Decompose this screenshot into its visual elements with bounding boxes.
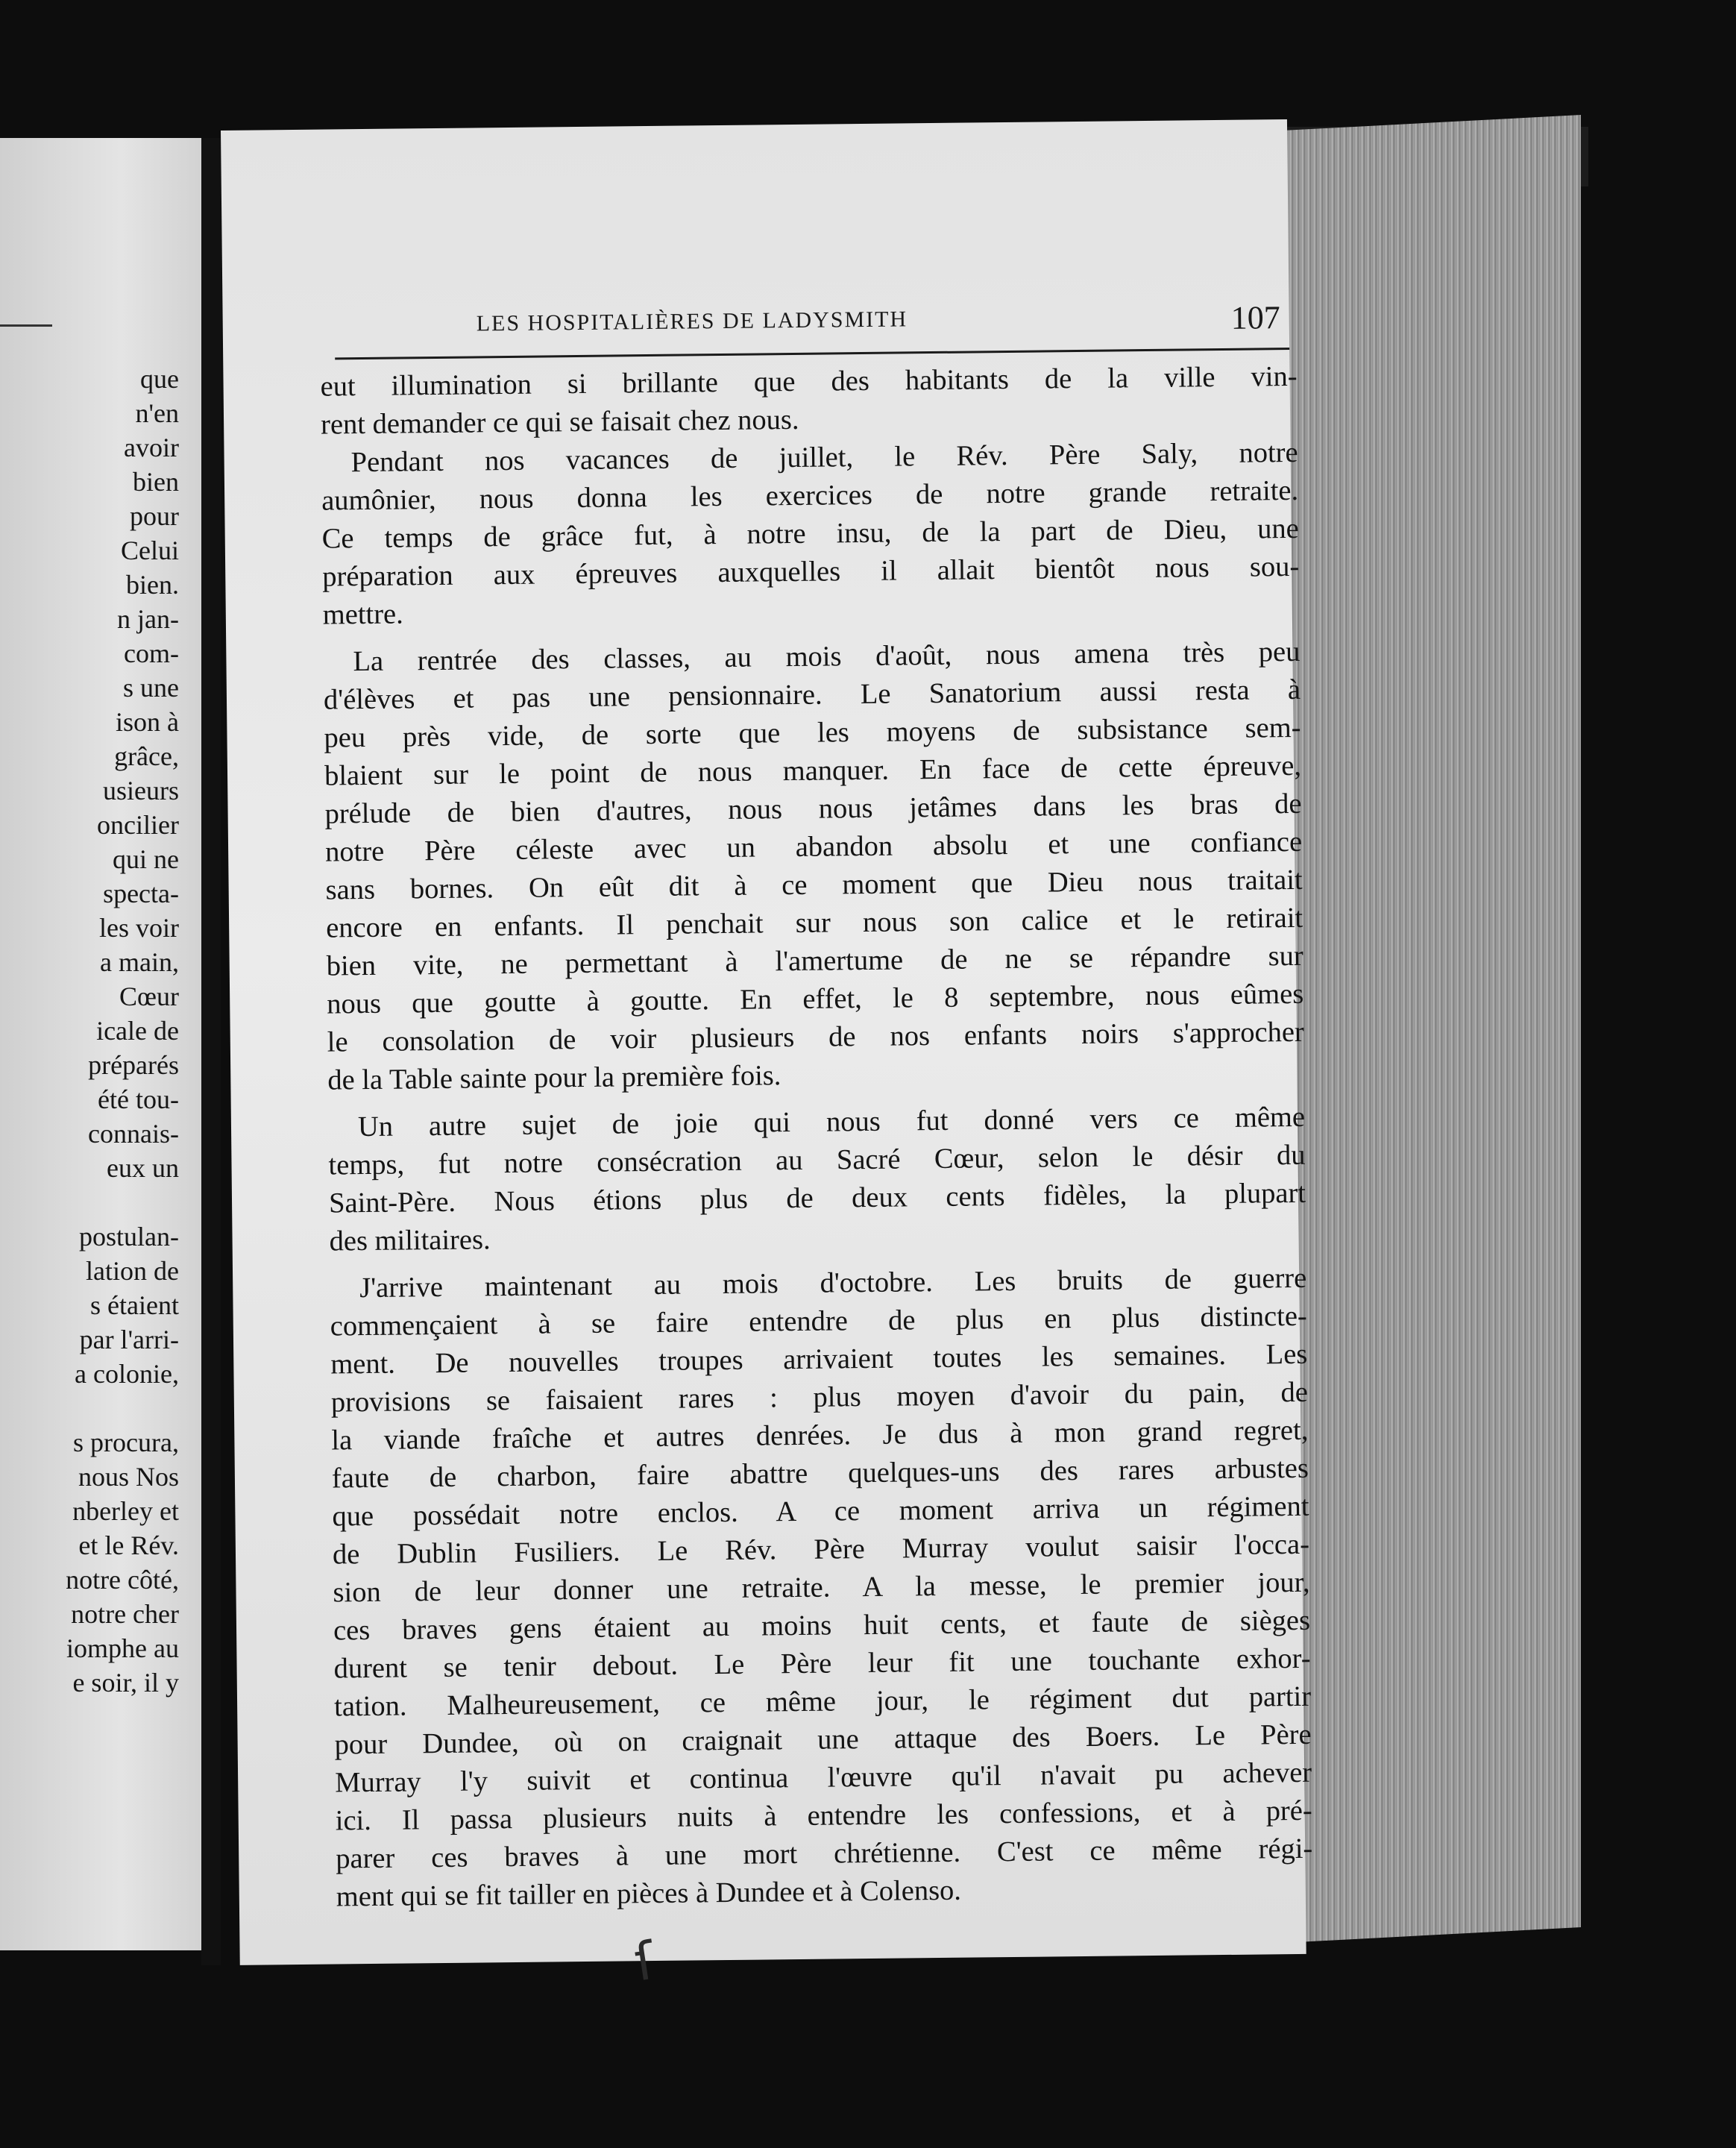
fragment-line: les voir [99,913,179,943]
running-title: LES HOSPITALIÈRES DE LADYSMITH [476,307,908,336]
text-line: d'élèves et pas une pensionnaire. Le Sanatorium aussi resta à [323,673,1301,716]
text-line: Pendant nos vacances de juillet, le Rév. Père Saly, notre [350,436,1298,479]
text-line: ces braves gens étaient au moins huit cents, et faute de sièges [333,1604,1311,1647]
text-line: temps, fut notre consécration au Sacré Cœur, selon le désir du [328,1139,1306,1181]
fragment-line: e soir, il y [72,1668,179,1698]
previous-page-text [66,362,179,1700]
text-line: bien vite, ne permettant à l'amertume de ne se répandre sur [326,940,1303,982]
book-gutter [201,138,221,1965]
fragment-line: eux un [107,1153,179,1183]
fragment-line: postulan- [79,1222,179,1252]
text-line: Saint-Père. Nous étions plus de deux cents fidèles, la plupart [328,1177,1306,1219]
fragment-line: avoir [124,433,179,462]
text-line: des militaires. [329,1224,491,1257]
fragment-line: et le Rév. [78,1530,179,1560]
text-line: durent se tenir debout. Le Père leur fit une touchante exhor- [333,1642,1311,1685]
pencil-mark: ſ [630,1929,658,1994]
text-line: Murray l'y suivit et continua l'œuvre qu'il n'avait pu achever [334,1756,1312,1799]
fragment-line: que [140,364,179,394]
fragment-line: s étaient [90,1290,179,1320]
header-rule [0,324,52,327]
fragment-line [66,1185,179,1219]
text-line: notre Père céleste avec un abandon absolu et une confiance [324,826,1303,868]
fragment-line [66,1391,179,1425]
text-line: La rentrée des classes, au mois d'août, nous amena très peu [353,635,1301,678]
text-line: de Dublin Fusiliers. Le Rév. Père Murray voulut saisir l'occa- [332,1528,1310,1571]
page-body [320,358,1313,1917]
fragment-line: com- [124,638,179,668]
text-line: sans bornes. On eût dit à ce moment que Dieu nous traitait [325,864,1303,906]
fragment-line: usieurs [103,776,179,806]
page-number: 107 [1230,299,1280,336]
text-line: ment qui se fit tailler en pièces à Dundee et à Colenso. [336,1874,962,1913]
fragment-line: Celui [121,536,179,565]
text-line: sion de leur donner une retraite. A la messe, le premier jour, [333,1566,1310,1609]
fragment-line: oncilier [97,810,179,840]
fragment-line: préparés [88,1050,179,1080]
fragment-line: a colonie, [75,1359,179,1389]
text-line: ici. Il passa plusieurs nuits à entendre les confessions, et à pré- [335,1794,1312,1837]
fragment-line: notre cher [71,1599,179,1629]
fragment-line: nous Nos [78,1462,179,1492]
paragraph [323,633,1304,1100]
fragment-line: bien [133,467,179,497]
fragment-line: ison à [116,707,179,737]
text-line: tation. Malheureusement, ce même jour, le régiment dut partir [333,1680,1312,1723]
text-line: peu près vide, de sorte que les moyens de subsistance sem- [324,712,1301,754]
fragment-line: connais- [88,1119,179,1149]
text-line: eut illumination si brillante que des habitants de la ville vin- [320,360,1298,403]
book-page [221,119,1313,1994]
text-line: préparation aux épreuves auxquelles il allait bientôt nous sou- [322,550,1300,593]
paragraph [330,1260,1313,1917]
paragraph [328,1099,1306,1261]
text-line: Ce temps de grâce fut, à notre insu, de la part de Dieu, une [321,512,1299,555]
paragraph [321,434,1300,635]
text-line: provisions se faisaient rares : plus moyen d'avoir du pain, de [330,1376,1309,1419]
fragment-line: nberley et [72,1496,179,1526]
text-line: prélude de bien d'autres, nous nous jetâmes dans les bras de [324,788,1302,830]
text-line: commençaient à se faire entendre de plus en plus distincte- [330,1300,1307,1342]
fragment-line: grâce, [114,741,179,771]
text-line: parer ces braves à une mort chrétienne. C'est ce même régi- [336,1833,1313,1875]
text-line: que possédait notre enclos. A ce moment arriva un régiment [332,1490,1309,1533]
fragment-line: notre côté, [66,1565,179,1595]
text-line: ment. De nouvelles troupes arrivaient toutes les semaines. Les [330,1338,1308,1381]
fragment-line: n jan- [117,604,179,634]
fragment-line: lation de [86,1256,179,1286]
text-line: la viande fraîche et autres denrées. Je dus à mon grand regret, [331,1414,1309,1457]
text-line: J'arrive maintenant au mois d'octobre. Les bruits de guerre [359,1262,1307,1304]
fragment-line: bien. [126,570,179,600]
fragment-line: icale de [96,1016,179,1046]
fragment-line: pour [130,501,179,531]
fragment-line: Cœur [119,982,179,1011]
text-line: faute de charbon, faire abattre quelques-uns des rares arbustes [331,1452,1309,1495]
fragment-line: n'en [135,398,179,428]
fragment-line: specta- [103,879,179,908]
fragment-line: s une [123,673,179,703]
page-header [335,298,1290,360]
paragraph [320,358,1298,445]
text-line: aumônier, nous donna les exercices de notre grande retraite. [321,474,1299,517]
fragment-line: été tou- [98,1084,179,1114]
text-line: blaient sur le point de nous manquer. En face de cette épreuve, [324,750,1302,792]
fragment-line: a main, [100,947,179,977]
fragment-line: s procura, [73,1428,179,1457]
text-line: Un autre sujet de joie qui nous fut donné vers ce même [357,1101,1306,1143]
fragment-line: iomphe au [66,1633,179,1663]
fragment-line: par l'arri- [79,1325,179,1354]
text-line: rent demander ce qui se faisait chez nous. [320,403,799,441]
page-edges [1283,115,1581,1943]
text-line: le consolation de voir plusieurs de nos enfants noirs s'approcher [327,1016,1304,1058]
text-line: encore en enfants. Il penchait sur nous son calice et le retirait [325,902,1303,944]
text-line: nous que goutte à goutte. En effet, le 8 septembre, nous eûmes [327,978,1304,1020]
fragment-line: qui ne [113,844,179,874]
text-line: pour Dundee, où on craignait une attaque des Boers. Le Père [334,1718,1312,1761]
text-line: de la Table sainte pour la première fois. [327,1060,781,1096]
previous-page [0,138,201,1950]
header-rule [335,348,1289,359]
text-line: mettre. [322,598,403,631]
